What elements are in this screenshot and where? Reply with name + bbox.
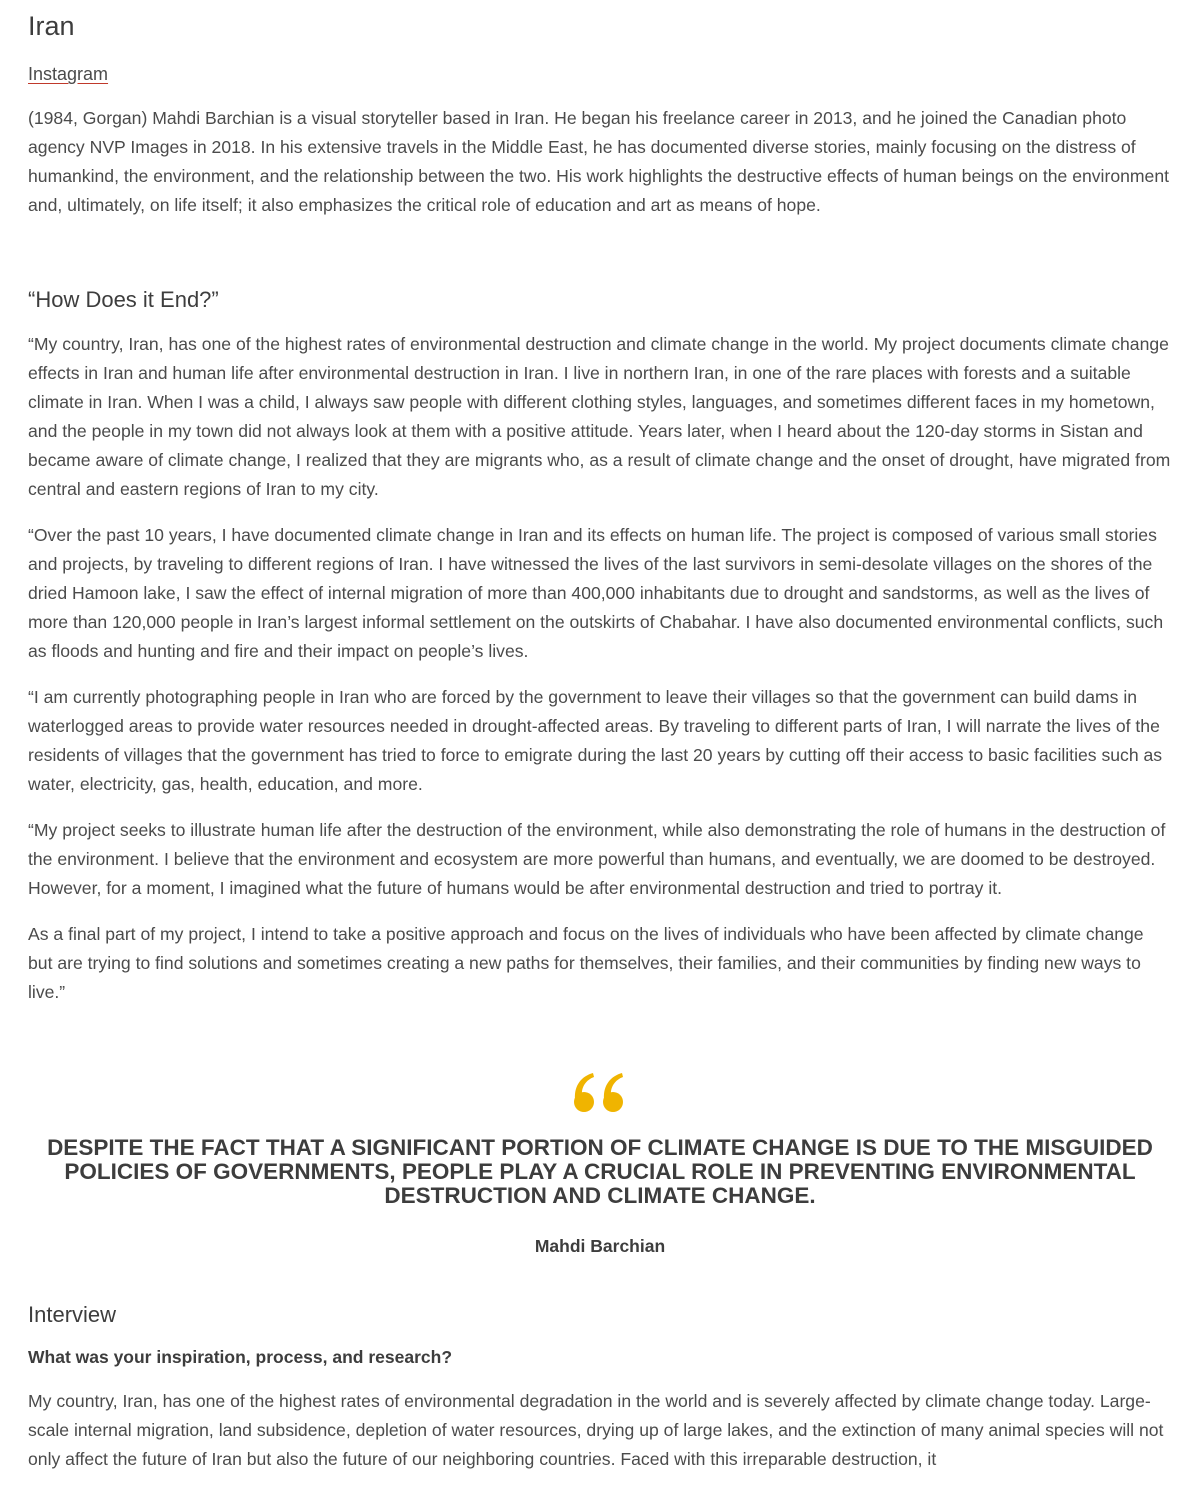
quote-icon — [570, 1069, 630, 1117]
pull-quote-author: Mahdi Barchian — [534, 1236, 666, 1256]
project-paragraph: As a final part of my project, I intend to take a positive approach and focus on the lives of individuals who have been affected by climate change but are trying to find solutions and sometimes creating a new paths for themselves, their families, and their communities by finding new ways to live.” — [28, 924, 1144, 1002]
instagram-link[interactable]: Instagram — [28, 64, 109, 84]
project-paragraph: “My project seeks to illustrate human life after the destruction of the environment, while also demonstrating the role of humans in the destruction of the environment. I believe that the environment and ecosystem are more powerful than humans, and eventually, we are doomed to be destroyed. However, for a moment, I imagined what the future of humans would be after environmental destruction and tried to portray it. — [28, 820, 1166, 898]
project-paragraph: “I am currently photographing people in Iran who are forced by the government to leave their villages so that the government can build dams in waterlogged areas to provide water resources needed in drought-affected areas. By traveling to different parts of Iran, I will narrate the lives of the residents of villages that the government has tried to force to emigrate during the last 20 years by cutting off their access to basic facilities such as water, electricity, gas, health, education, and more. — [28, 687, 1163, 794]
interview-question: What was your inspiration, process, and research? — [28, 1347, 453, 1367]
pull-quote — [28, 1069, 1172, 1258]
project-paragraph: “Over the past 10 years, I have documented climate change in Iran and its effects on human life. The project is composed of various small stories and projects, by traveling to different regions of Iran. I have witnessed the lives of the last survivors in semi-desolate villages on the shores of the dried Hamoon lake, I saw the effect of internal migration of more than 400,000 inhabitants due to drought and sandstorms, as well as the lives of more than 120,000 people in Iran’s largest informal settlement on the outskirts of Chabahar. I have also documented environmental conflicts, such as floods and hunting and fire and their impact on people’s lives. — [28, 525, 1164, 661]
country-heading: Iran — [28, 11, 75, 41]
project-title: “How Does it End?” — [28, 287, 219, 312]
pull-quote-text: DESPITE THE FACT THAT A SIGNIFICANT PORTION OF CLIMATE CHANGE IS DUE TO THE MISGUIDED POLICIES OF GOVERNMENTS, PEOPLE PLAY A CRUCIAL ROLE IN PREVENTING ENVIRONMENTAL DESTRUCTION AND CLIMATE CHANGE. — [47, 1135, 1153, 1208]
project-paragraph: “My country, Iran, has one of the highest rates of environmental destruction and climate change in the world. My project documents climate change effects in Iran and human life after environmental destruction in Iran. I live in northern Iran, in one of the rare places with forests and a suitable climate in Iran. When I was a child, I always saw people with different clothing styles, languages, and sometimes different faces in my hometown, and the people in my town did not always look at them with a positive attitude. Years later, when I heard about the 120-day storms in Sistan and became aware of climate change, I realized that they are migrants who, as a result of climate change and the onset of drought, have migrated from central and eastern regions of Iran to my city. — [28, 334, 1171, 499]
photographer-bio: (1984, Gorgan) Mahdi Barchian is a visual storyteller based in Iran. He began his freelance career in 2013, and he joined the Canadian photo agency NVP Images in 2018. In his extensive travels in the Middle East, he has documented diverse stories, mainly focusing on the distress of humankind, the environment, and the relationship between the two. His work highlights the destructive effects of human beings on the environment and, ultimately, on life itself; it also emphasizes the critical role of education and art as means of hope. — [28, 108, 1170, 215]
interview-title: Interview — [28, 1302, 117, 1327]
interview-answer: My country, Iran, has one of the highest rates of environmental degradation in the world and is severely affected by climate change today. Large-scale internal migration, land subsidence, depletion of water resources, drying up of large lakes, and the extinction of many animal species will not only affect the future of Iran but also the future of our neighboring countries. Faced with this irreparable destruction, it — [28, 1391, 1164, 1469]
